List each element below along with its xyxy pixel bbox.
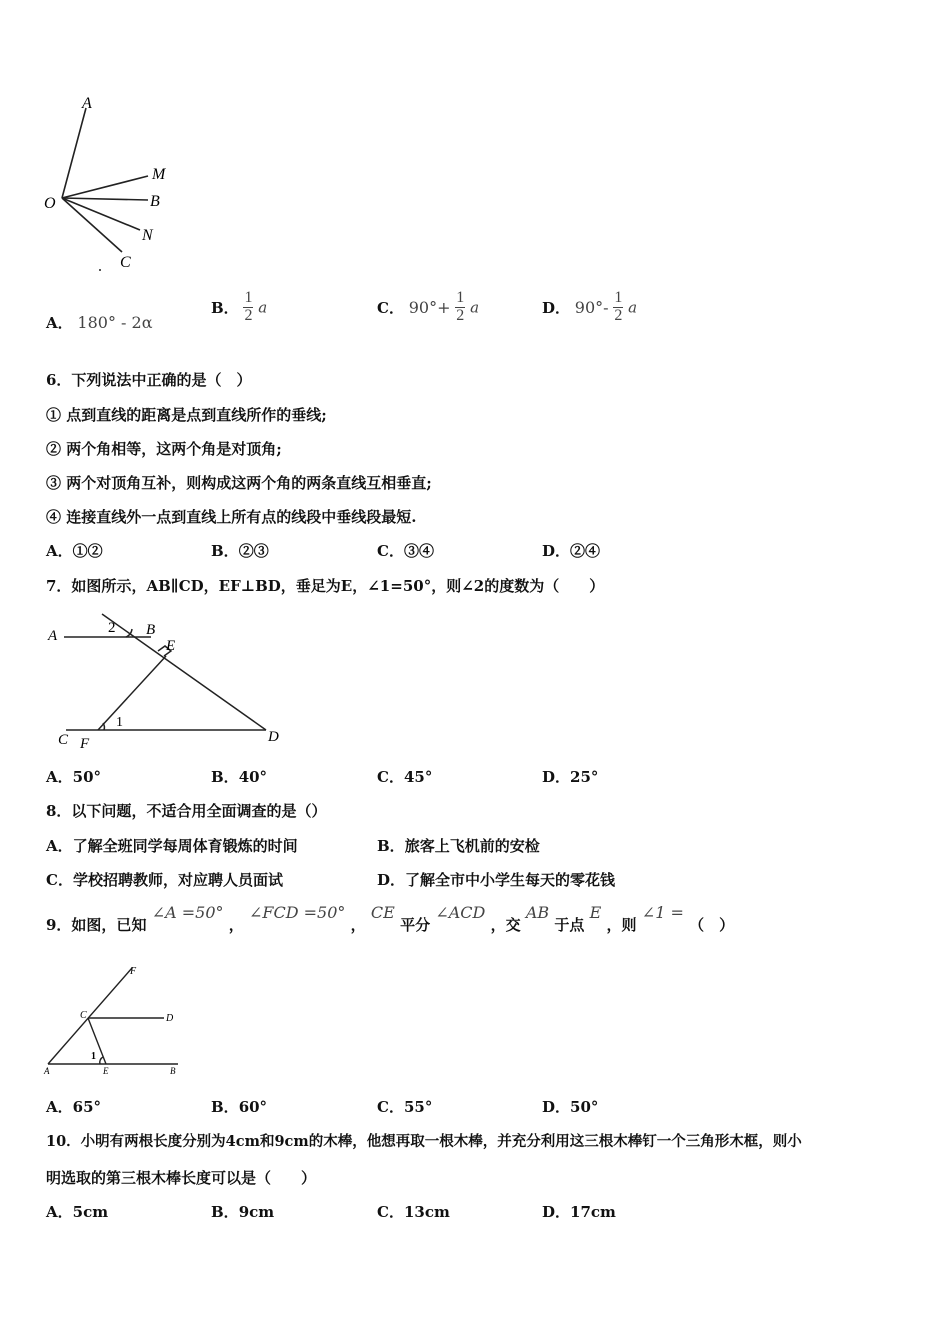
- label-e: E: [103, 1066, 109, 1076]
- q10-option-c[interactable]: C．13cm: [377, 1203, 450, 1221]
- figure-parallel-lines: [46, 604, 296, 754]
- q7-option-c[interactable]: C．45°: [377, 768, 433, 786]
- q9-option-b[interactable]: B．60°: [211, 1098, 268, 1116]
- q8-option-d[interactable]: D．了解全市中小学生每天的零花钱: [377, 871, 616, 889]
- q8-option-b[interactable]: B．旅客上飞机前的安检: [377, 837, 540, 855]
- label-e: E: [166, 638, 176, 654]
- label-m: M: [152, 166, 166, 183]
- q10-option-d[interactable]: D．17cm: [542, 1203, 616, 1221]
- q5-option-d[interactable]: D． 90°- $\frac{1}{2}$ a: [542, 289, 638, 324]
- q6-stem: 6．下列说法中正确的是（ ）: [46, 371, 252, 389]
- label-f: F: [80, 736, 90, 752]
- label-b: B: [150, 193, 160, 210]
- q10-option-b[interactable]: B．9cm: [211, 1203, 275, 1221]
- q10-stem-line-2: 明选取的第三根木棒长度可以是（ ）: [46, 1169, 317, 1187]
- label-o: O: [44, 195, 56, 212]
- q6-statement-4: ④ 连接直线外一点到直线上所有点的线段中垂线段最短.: [46, 508, 417, 526]
- q10-stem-line-1: 10．小明有两根长度分别为4cm和9cm的木棒，他想再取一根木棒，并充分利用这三根木棒钉一个三角形木框，则小: [46, 1133, 802, 1150]
- q5-option-a[interactable]: A． 180° - 2α: [46, 313, 153, 332]
- q6-statement-1: ① 点到直线的距离是点到直线所作的垂线;: [46, 406, 327, 424]
- q5-option-b[interactable]: B． $\frac{1}{2}$ a: [211, 289, 268, 324]
- label-b: B: [146, 622, 156, 638]
- label-n: N: [142, 227, 153, 244]
- q8-option-a[interactable]: A．了解全班同学每周体育锻炼的时间: [46, 837, 298, 855]
- q7-option-b[interactable]: B．40°: [211, 768, 268, 786]
- q6-option-c[interactable]: C．③④: [377, 542, 434, 560]
- label-c: C: [80, 1010, 87, 1021]
- label-d: D: [268, 729, 279, 745]
- label-c: C: [58, 732, 69, 748]
- label-b: B: [170, 1066, 176, 1076]
- label-a: A: [44, 1066, 50, 1076]
- label-c: C: [120, 254, 131, 271]
- label-f: F: [130, 966, 137, 977]
- q9-option-c[interactable]: C．55°: [377, 1098, 433, 1116]
- q6-option-a[interactable]: A．①②: [46, 542, 103, 560]
- q7-option-a[interactable]: A．50°: [46, 768, 102, 786]
- figure-angle-rays: [36, 92, 186, 282]
- q7-stem: 7．如图所示，AB∥CD，EF⊥BD，垂足为E，∠1=50°，则∠2的度数为（ ）: [46, 577, 605, 595]
- q9-option-d[interactable]: D．50°: [542, 1098, 599, 1116]
- q9-stem: 9．如图，已知 ∠A =50° ， ∠FCD =50° ， CE 平分 ∠ACD ，交 AB 于点 E ，则 ∠1 = （ ）: [46, 903, 735, 934]
- label-1: 1: [91, 1051, 96, 1062]
- q6-statement-2: ② 两个角相等，这两个角是对顶角;: [46, 440, 282, 458]
- figure-angle-bisector: [40, 962, 190, 1080]
- q6-statement-3: ③ 两个对顶角互补，则构成这两个角的两条直线互相垂直;: [46, 474, 432, 492]
- label-a: A: [82, 95, 92, 112]
- q5-option-c[interactable]: C． 90°+ $\frac{1}{2}$ a: [377, 289, 480, 324]
- q8-option-c[interactable]: C．学校招聘教师，对应聘人员面试: [46, 871, 283, 889]
- q8-stem: 8．以下问题，不适合用全面调查的是（）: [46, 802, 327, 820]
- label-1: 1: [116, 715, 123, 730]
- label-2: 2: [108, 620, 116, 636]
- q6-option-d[interactable]: D．②④: [542, 542, 601, 560]
- q9-option-a[interactable]: A．65°: [46, 1098, 102, 1116]
- label-d: D: [166, 1013, 174, 1024]
- q6-option-b[interactable]: B．②③: [211, 542, 269, 560]
- label-a: A: [48, 628, 58, 644]
- q7-option-d[interactable]: D．25°: [542, 768, 599, 786]
- q10-option-a[interactable]: A．5cm: [46, 1203, 109, 1221]
